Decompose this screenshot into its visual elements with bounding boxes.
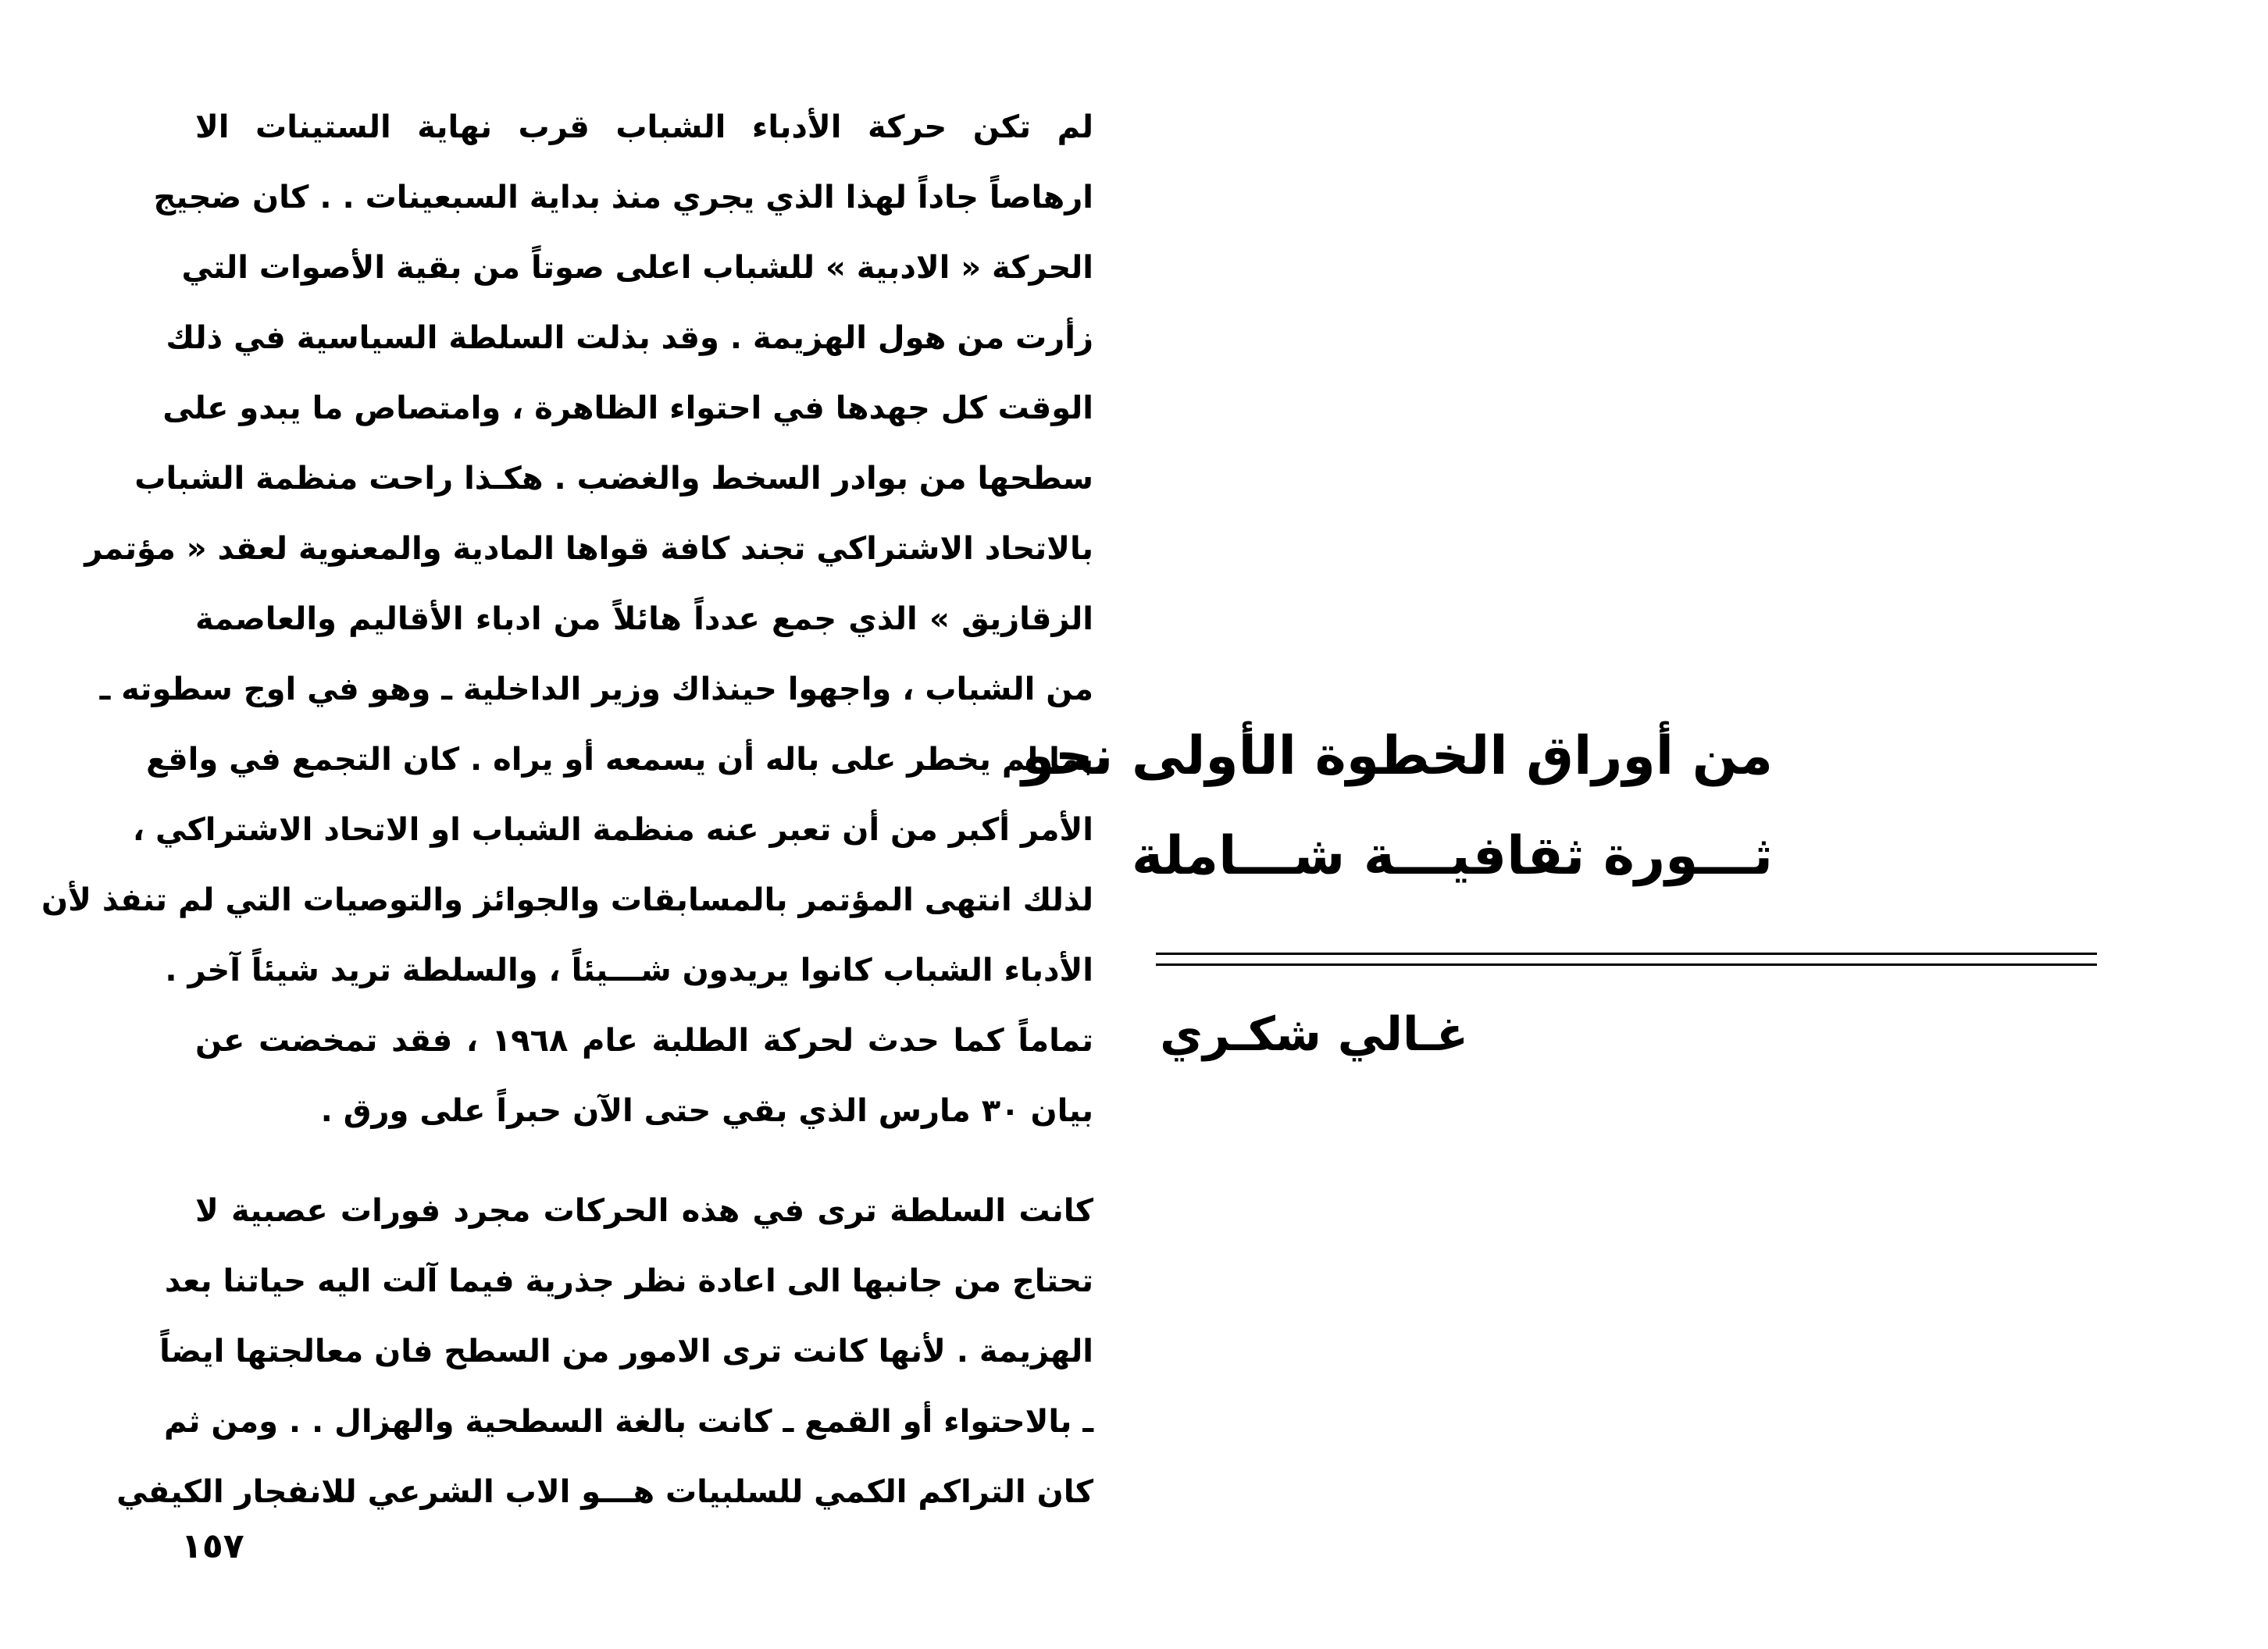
text-line: الأمر أكبر من أن تعبر عنه منظمة الشباب او الاتحاد الاشتراكي ، — [132, 812, 1093, 848]
paragraph-1 — [41, 92, 1093, 1146]
text-line: لم تكن حركة الأدباء الشباب قرب نهاية الستينات الا — [195, 109, 1093, 145]
text-line: تحتاج من جانبها الى اعادة نظر جذرية فيما آلت اليه حياتنا بعد — [164, 1263, 1093, 1299]
author-name: غـالي شكـري — [1160, 1007, 1468, 1062]
text-line: الزقازيق » الذي جمع عدداً هائلاً من ادباء الأقاليم والعاصمة — [195, 601, 1093, 637]
paragraph-2 — [116, 1176, 1093, 1527]
title-line-1: من أوراق الخطوة الأولى نحو — [1022, 725, 1773, 787]
article-title — [1022, 707, 1773, 906]
text-line: ـ بالاحتواء أو القمع ـ كانت بالغة السطحية والهزال . . ومن ثم — [164, 1404, 1093, 1440]
text-line: بما لم يخطر على باله أن يسمعه أو يراه . كان التجمع في واقع — [146, 742, 1093, 778]
text-line: تماماً كما حدث لحركة الطلبة عام ١٩٦٨ ، فقد تمخضت عن — [195, 1023, 1093, 1059]
text-line: سطحها من بوادر السخط والغضب . هكـذا راحت منظمة الشباب — [134, 461, 1093, 497]
text-line: الأدباء الشباب كانوا يريدون شـــيئاً ، والسلطة تريد شيئاً آخر . — [165, 953, 1093, 988]
article-body — [41, 92, 1093, 1527]
title-rule-top — [1156, 953, 2097, 955]
text-line: لذلك انتهى المؤتمر بالمسابقات والجوائز والتوصيات التي لم تنفذ لأن — [41, 882, 1093, 918]
page-number: ١٥٧ — [181, 1526, 244, 1566]
text-line: كانت السلطة ترى في هذه الحركات مجرد فورات عصبية لا — [195, 1193, 1093, 1229]
text-line: ارهاصاً جاداً لهذا الذي يجري منذ بداية السبعينات . . كان ضجيج — [153, 180, 1093, 215]
text-line: زأرت من هول الهزيمة . وقد بذلت السلطة السياسية في ذلك — [166, 320, 1093, 356]
text-line: بيان ٣٠ مارس الذي بقي حتى الآن حبراً على ورق . — [320, 1093, 1093, 1129]
text-line: الوقت كل جهدها في احتواء الظاهرة ، وامتصاص ما يبدو على — [162, 390, 1093, 426]
text-line: بالاتحاد الاشتراكي تجند كافة قواها المادية والمعنوية لعقد « مؤتمر — [84, 531, 1093, 567]
text-line: الحركة « الادبية » للشباب اعلى صوتاً من بقية الأصوات التي — [181, 250, 1093, 286]
title-rule-bottom — [1156, 963, 2097, 966]
title-line-2: ثـــورة ثقافيـــة شـــاملة — [1131, 825, 1773, 887]
text-line: الهزيمة . لأنها كانت ترى الامور من السطح فان معالجتها ايضاً — [159, 1334, 1093, 1369]
text-line: كان التراكم الكمي للسلبيات هـــو الاب الشرعي للانفجار الكيفي — [116, 1474, 1093, 1510]
text-line: من الشباب ، واجهوا حينذاك وزير الداخلية ـ وهو في اوج سطوته ـ — [99, 671, 1093, 707]
